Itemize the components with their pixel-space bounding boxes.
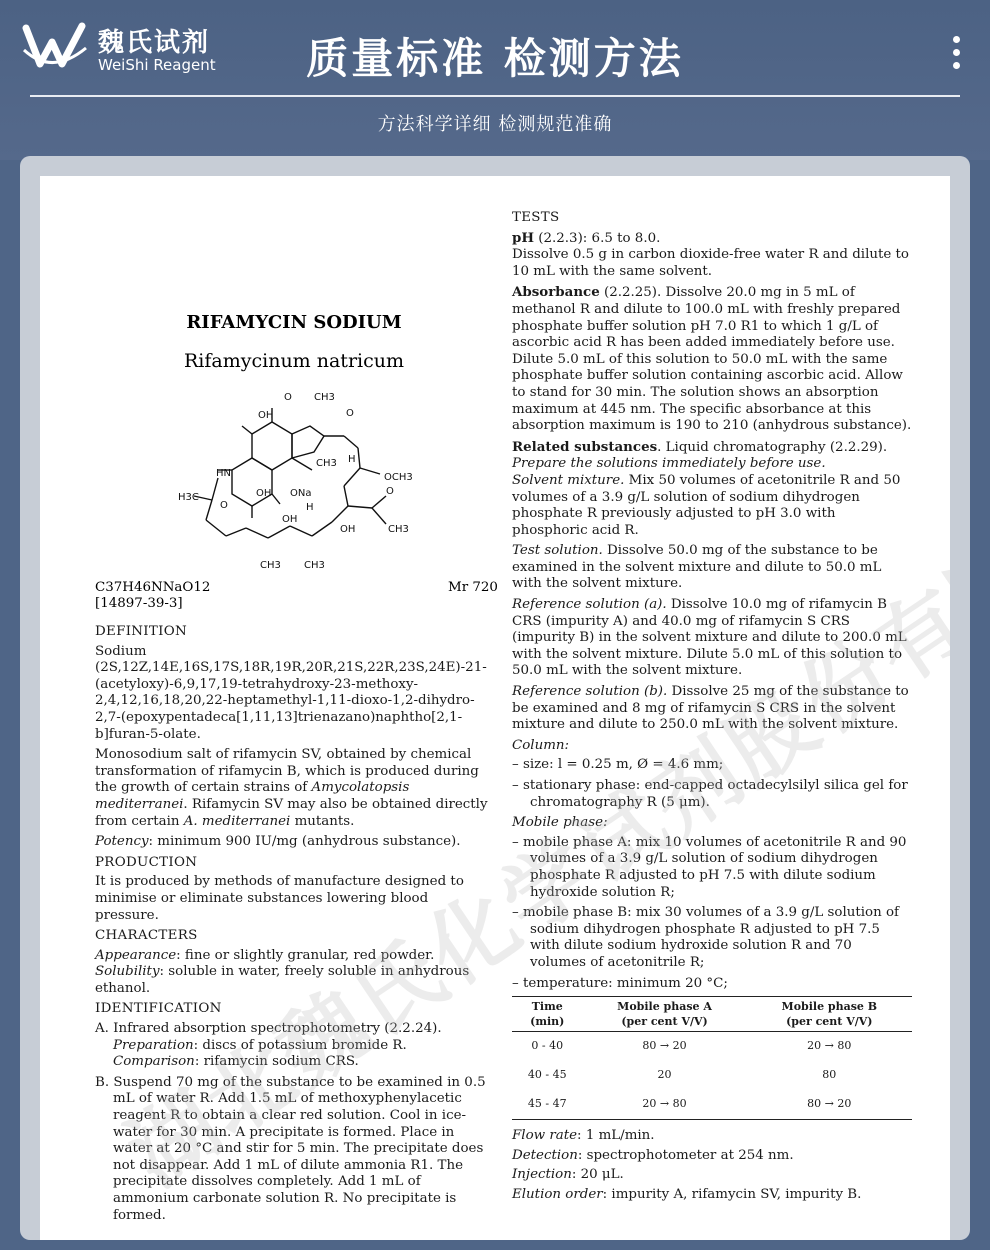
more-menu-icon[interactable]	[946, 36, 966, 76]
mobile-phase-b: – mobile phase B: mix 30 volumes of a 3.9 g/L solution of sodium dihydrogen phosphate R adjusted to pH 7.5 with dilute sodium hydroxide solution R and 70 volumes of acetonitrile R;	[512, 905, 900, 970]
mobile-phase-label: Mobile phase:	[512, 815, 608, 831]
table-header-phase-b: Mobile phase B (per cent V/V)	[747, 997, 912, 1032]
temperature: – temperature: minimum 20 °C;	[512, 975, 728, 991]
table-header-time: Time (min)	[512, 997, 583, 1032]
svg-text:CH3: CH3	[316, 458, 337, 469]
table-header-phase-a: Mobile phase A (per cent V/V)	[583, 997, 747, 1032]
identification-a: A. Infrared absorption spectrophotometry (2.2.24).	[95, 1021, 442, 1037]
reference-solution-b: Reference solution (b). Dissolve 25 mg of the substance to be examined and 8 mg of rifamycin S CRS in the solvent mixture and dilute to 250.0 mL with the solvent mixture.	[512, 684, 909, 733]
identification-comparison: Comparison: rifamycin sodium CRS.	[113, 1054, 359, 1070]
characters-heading: CHARACTERS	[95, 928, 198, 944]
logo-text-cn: 魏氏试剂	[98, 28, 211, 58]
mobile-phase-a: – mobile phase A: mix 10 volumes of acetonitrile R and 90 volumes of a 3.9 g/L solution of sodium dihydrogen phosphate R adjusted to pH 7.5 with dilute sodium hydroxide solution R;	[512, 834, 907, 900]
cas-number: [14897-39-3]	[95, 596, 183, 611]
column-label: Column:	[512, 737, 570, 753]
tests-heading: TESTS	[512, 210, 560, 225]
svg-text:O: O	[284, 392, 292, 403]
svg-text:CH3: CH3	[304, 560, 325, 571]
left-column	[95, 622, 493, 1228]
detection: Detection: spectrophotometer at 254 nm.	[512, 1147, 794, 1163]
production-heading: PRODUCTION	[95, 854, 198, 870]
molecular-mass: Mr 720	[448, 580, 498, 595]
identification-preparation: Preparation: discs of potassium bromide R.	[113, 1037, 407, 1053]
svg-text:H: H	[306, 502, 314, 513]
svg-text:H: H	[348, 454, 356, 465]
ph-text: Dissolve 0.5 g in carbon dioxide-free water R and dilute to 10 mL with the same solvent.	[512, 247, 909, 279]
table-row: 45 - 47 20 → 80 80 → 20	[512, 1090, 912, 1120]
logo-text-en: WeiShi Reagent	[98, 56, 216, 74]
chemical-structure-diagram	[172, 386, 422, 574]
svg-text:CH3: CH3	[314, 392, 335, 403]
injection: Injection: 20 μL.	[512, 1167, 624, 1183]
svg-text:HN: HN	[216, 468, 231, 479]
identification-heading: IDENTIFICATION	[95, 1001, 222, 1017]
table-row: 40 - 45 20 80	[527, 1068, 837, 1082]
page-subtitle: 方法科学详细 检测规范准确	[377, 114, 613, 135]
test-solution: Test solution. Dissolve 50.0 mg of the substance to be examined in the solvent mixture and dilute to 50.0 mL with the solvent mixture.	[512, 543, 882, 592]
reference-solution-a: Reference solution (a). Dissolve 10.0 mg of rifamycin B CRS (impurity A) and 40.0 mg of rifamycin S CRS (impurity B) in the solvent mixture and dilute to 200.0 mL with the solvent mixture. Dilute 5.0 mL of this solution to 50.0 mL with the solvent mixture.	[512, 597, 907, 679]
production-text: It is produced by methods of manufacture designed to minimise or eliminate substances lowering blood pressure.	[95, 874, 464, 923]
svg-text:OH: OH	[256, 488, 272, 499]
elution-order: Elution order: impurity A, rifamycin SV, impurity B.	[512, 1186, 862, 1202]
svg-text:ONa: ONa	[290, 488, 312, 499]
svg-text:H3C: H3C	[178, 492, 199, 503]
definition-source: Monosodium salt of rifamycin SV, obtained by chemical transformation of rifamycin B, which is produced during the growth of certain strains of Amycolatopsis mediterranei. Rifamycin SV may also be obtained directly from certain A. mediterranei mutants.	[95, 747, 488, 829]
svg-text:O: O	[346, 408, 354, 419]
solvent-mixture: Solvent mixture. Mix 50 volumes of acetonitrile R and 50 volumes of a 3.9 g/L solution of sodium dihydrogen phosphate R previously adjusted to pH 3.0 with phosphoric acid R.	[512, 472, 901, 538]
absorbance-text: Absorbance (2.2.25). Dissolve 20.0 mg in 5 mL of methanol R and dilute to 100.0 mL with freshly prepared phosphate buffer solution pH 7.0 R1 to which 1 g/L of ascorbic acid R has been added immediately before use. Dilute 5.0 mL of this solution to 50.0 mL with the same phosphate buffer solution containing ascorbic acid. Allow to stand for 30 min. The solution shows an absorption maximum at 445 nm. The specific absorbance at this absorption maximum is 190 to 210 (anhydrous substance).	[512, 284, 912, 434]
table-row: 0 - 40 80 → 20 20 → 80	[531, 1039, 852, 1053]
svg-text:OH: OH	[282, 514, 298, 525]
svg-text:OH: OH	[258, 410, 274, 421]
stationary-phase: – stationary phase: end-capped octadecylsilyl silica gel for chromatography R (5 μm).	[512, 778, 908, 810]
svg-text:CH3: CH3	[260, 560, 281, 571]
svg-text:O: O	[220, 500, 228, 511]
related-substances: Related substances. Liquid chromatography (2.2.29). Prepare the solutions immediately before use.	[512, 438, 888, 472]
identification-b: B. Suspend 70 mg of the substance to be examined in 0.5 mL of water R. Add 1.5 mL of methoxyphenylacetic reagent R to obtain a clear red solution. Cool in ice-water for 30 min. A precipitate is formed. Place in water at 20 °C and stir for 5 min. The precipitate does not disappear. Add 1 mL of dilute ammonia R1. The precipitate dissolves completely. Add 1 mL of ammonium carbonate solution R. No precipitate is formed.	[95, 1074, 486, 1223]
svg-text:CH3: CH3	[388, 524, 409, 535]
definition-heading: DEFINITION	[95, 624, 188, 639]
definition-text: Sodium (2S,12Z,14E,16S,17S,18R,19R,20R,21S,22R,23S,24E)-21-(acetyloxy)-6,9,17,19-tetrahydroxy-23-methoxy-2,4,12,16,18,20,22-heptamethyl-1,11-dioxo-1,2-dihydro-2,7-(epoxypentadeca[1,11,13]trienazano)naphtho[2,1-b]furan-5-olate.	[95, 643, 487, 742]
ph-line: pH (2.2.3): 6.5 to 8.0.	[512, 229, 661, 246]
svg-text:O: O	[386, 486, 394, 497]
gradient-table	[512, 996, 912, 1120]
svg-text:OH: OH	[340, 524, 356, 535]
molecular-formula: C37H46NNaO12	[95, 580, 211, 595]
header-divider	[30, 95, 960, 97]
appearance: Appearance: fine or slightly granular, red powder.	[95, 947, 435, 963]
solubility: Solubility: soluble in water, freely soluble in anhydrous ethanol.	[95, 964, 470, 996]
column-size: – size: l = 0.25 m, Ø = 4.6 mm;	[512, 757, 724, 773]
monograph-latin-name: Rifamycinum natricum	[184, 350, 404, 372]
flow-rate: Flow rate: 1 mL/min.	[512, 1128, 655, 1144]
potency: Potency: minimum 900 IU/mg (anhydrous substance).	[95, 834, 461, 850]
page-title: 质量标准 检测方法	[306, 34, 684, 83]
right-column	[512, 208, 912, 1204]
svg-text:OCH3: OCH3	[384, 472, 413, 483]
monograph-title: RIFAMYCIN SODIUM	[186, 312, 402, 333]
